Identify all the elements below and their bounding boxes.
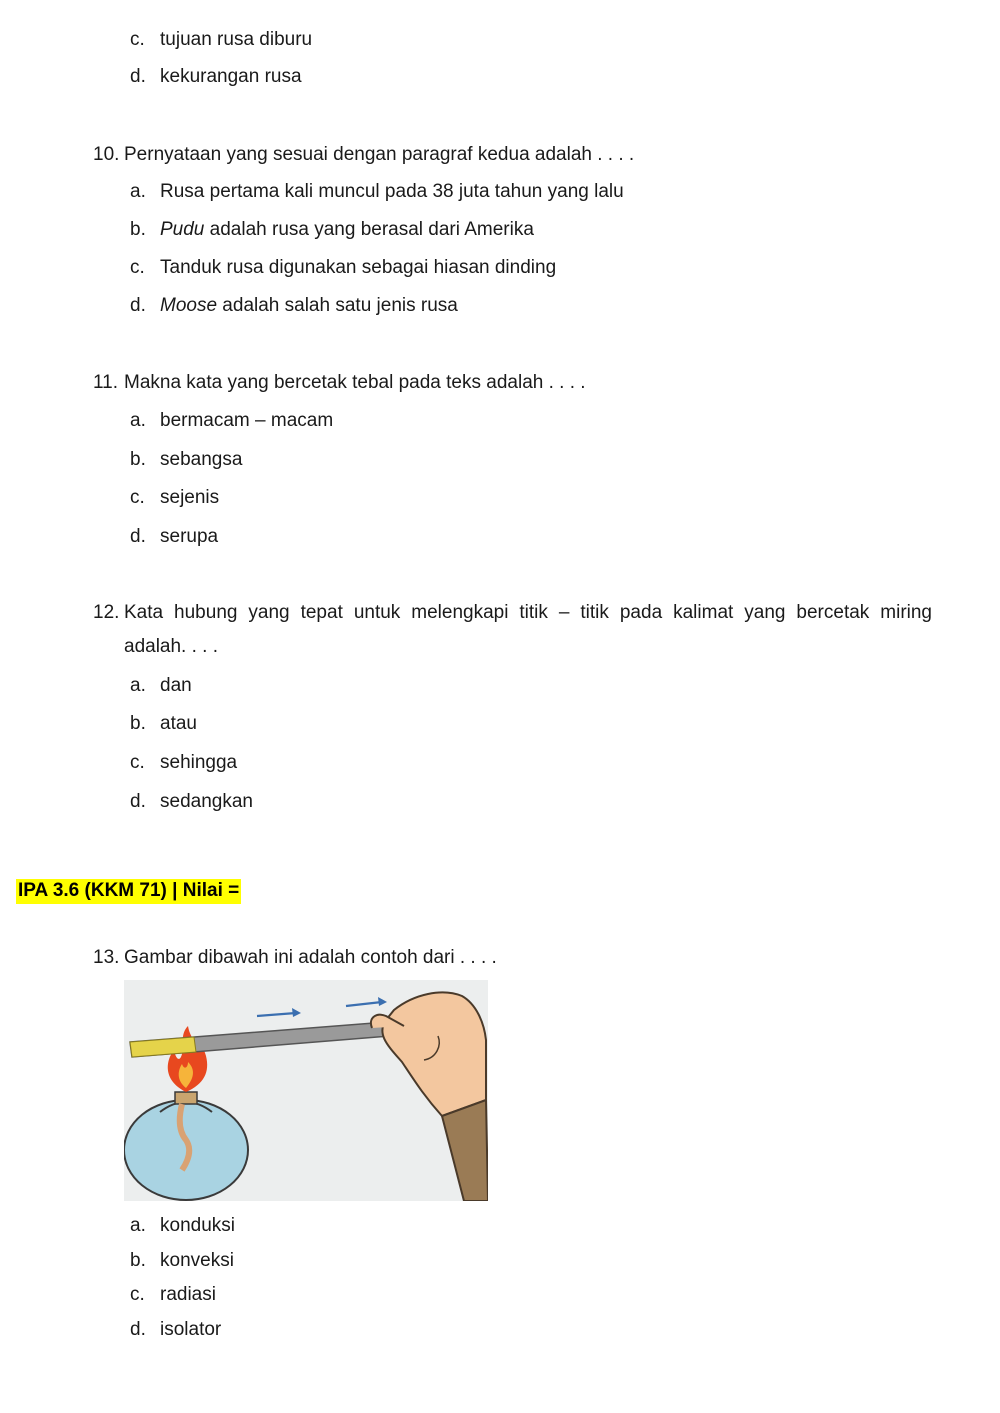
q10-option-d-letter: d. — [130, 295, 146, 316]
q11-option-b-text: sebangsa — [160, 449, 243, 470]
q12-number: 12. — [93, 602, 120, 623]
q12-option-a-text: dan — [160, 675, 192, 696]
q10-option-d-text: adalah salah satu jenis rusa — [217, 295, 458, 316]
q11-option-d-letter: d. — [130, 526, 146, 547]
q11-option-c-letter: c. — [130, 487, 145, 508]
q11-option-d-text: serupa — [160, 526, 219, 547]
q10-option-c-text: Tanduk rusa digunakan sebagai hiasan dinding — [160, 257, 557, 278]
q10-number: 10. — [93, 144, 120, 165]
q11-number: 11. — [93, 372, 119, 393]
q13-option-d-letter: d. — [130, 1319, 146, 1340]
q10-option-b — [160, 219, 534, 241]
q10-option-b-letter: b. — [130, 219, 146, 240]
q12-option-c-text: sehingga — [160, 752, 238, 773]
q12-option-c-letter: c. — [130, 752, 145, 773]
q10-stem: Pernyataan yang sesuai dengan paragraf kedua adalah . . . . — [124, 144, 635, 165]
q11-option-c-text: sejenis — [160, 487, 220, 508]
q13-option-d-text: isolator — [160, 1319, 222, 1340]
q13-option-a-text: konduksi — [160, 1215, 235, 1236]
q9-option-c-text: tujuan rusa diburu — [160, 29, 313, 50]
q13-option-b-letter: b. — [130, 1250, 146, 1271]
q12-option-b-text: atau — [160, 713, 197, 734]
q13-option-c-text: radiasi — [160, 1284, 216, 1305]
q12-stem-line2: adalah. . . . — [124, 636, 219, 657]
q12-option-d-text: sedangkan — [160, 791, 253, 812]
q13-option-a-letter: a. — [130, 1215, 146, 1236]
q11-stem: Makna kata yang bercetak tebal pada teks adalah . . . . — [124, 372, 586, 393]
q9-option-c-letter: c. — [130, 29, 145, 50]
q13-number: 13. — [93, 947, 120, 968]
q10-option-a-letter: a. — [130, 181, 146, 202]
conduction-illustration — [124, 980, 488, 1201]
q11-option-a-letter: a. — [130, 410, 146, 431]
q11-option-a-text: bermacam – macam — [160, 410, 334, 431]
q9-option-d-letter: d. — [130, 66, 146, 87]
conduction-illustration-svg — [124, 980, 488, 1201]
q13-option-b-text: konveksi — [160, 1250, 234, 1271]
q10-option-d-italic: Moose — [160, 295, 218, 316]
q10-option-a-text: Rusa pertama kali muncul pada 38 juta tahun yang lalu — [160, 181, 624, 202]
q10-option-b-text: adalah rusa yang berasal dari Amerika — [204, 219, 534, 240]
q13-option-c-letter: c. — [130, 1284, 145, 1305]
q11-option-b-letter: b. — [130, 449, 146, 470]
q12-option-b-letter: b. — [130, 713, 146, 734]
q12-stem-line1: Kata hubung yang tepat untuk melengkapi titik – titik pada kalimat yang bercetak miring — [124, 602, 932, 623]
q9-option-d-text: kekurangan rusa — [160, 66, 302, 87]
section-heading-ipa: IPA 3.6 (KKM 71) | Nilai = — [16, 879, 241, 904]
q12-option-d-letter: d. — [130, 791, 146, 812]
q10-option-c-letter: c. — [130, 257, 145, 278]
q13-stem: Gambar dibawah ini adalah contoh dari . . . . — [124, 947, 497, 968]
q10-option-b-italic: Pudu — [160, 219, 205, 240]
q12-option-a-letter: a. — [130, 675, 146, 696]
q10-option-d — [160, 295, 458, 317]
